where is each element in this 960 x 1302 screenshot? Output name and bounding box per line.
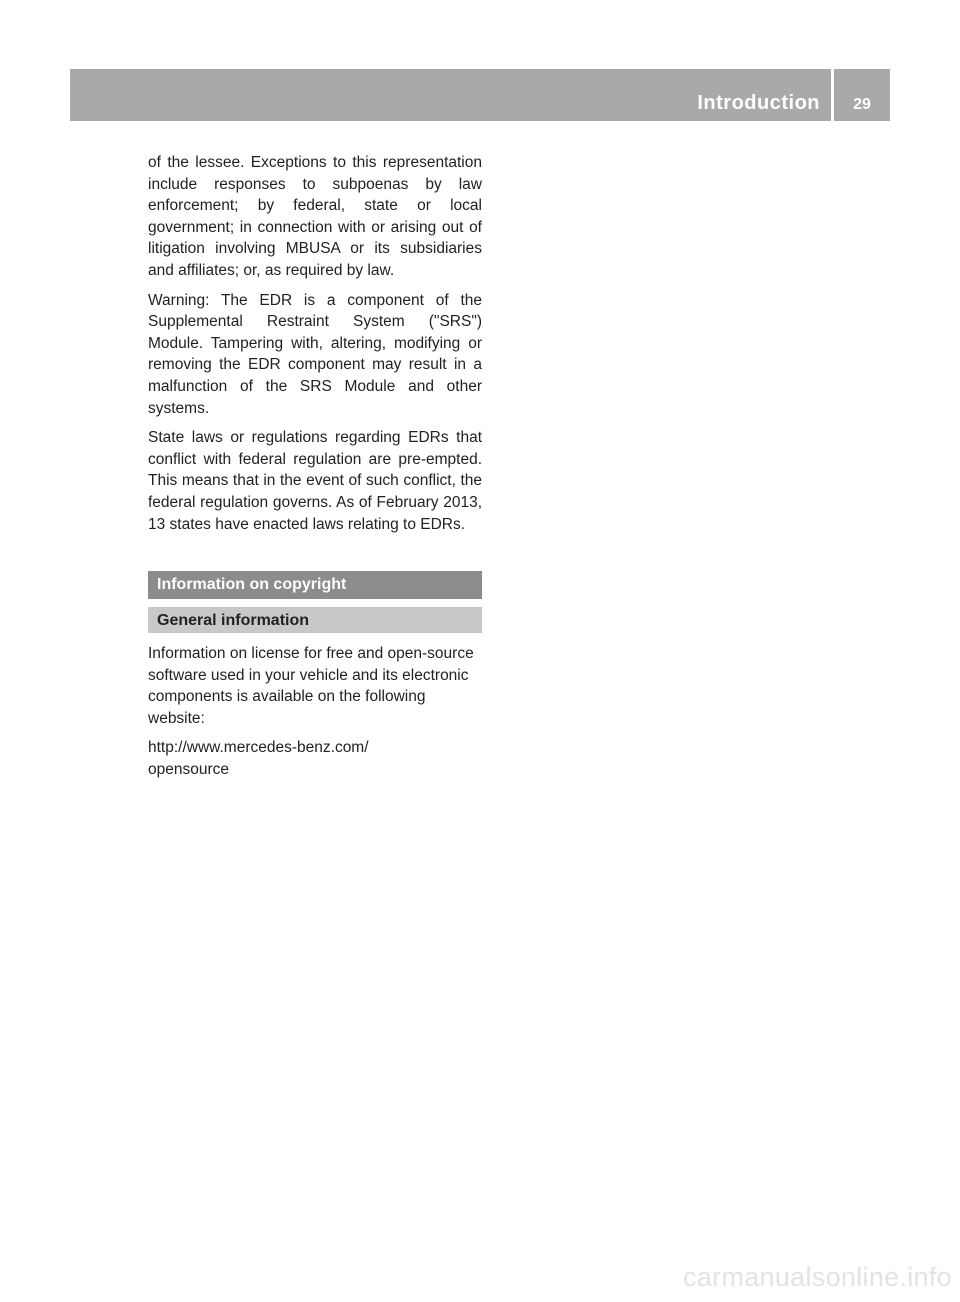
body-paragraph: of the lessee. Exceptions to this representation include responses to subpoenas by law enforcement; by federal, state or local government; in connection with or arising out of litigation involving MBUSA or its subsidiaries and affiliates; or, as required by law. — [148, 154, 482, 279]
body-paragraph: State laws or regulations regarding EDRs that conflict with federal regulation are pre-empted. This means that in the event of such conflict, the federal regulation governs. As of February 2013, 13 states have enacted laws relating to EDRs. — [148, 429, 482, 533]
page-number: 29 — [853, 96, 871, 113]
section-heading: Information on copyright — [148, 571, 482, 599]
page-header — [70, 69, 890, 121]
subsection-heading: General information — [148, 607, 482, 633]
body-paragraph: Information on license for free and open-source software used in your vehicle and its electronic components is available on the following website: — [148, 645, 474, 727]
watermark-text: carmanualsonline.info — [683, 1262, 952, 1292]
body-paragraph: Warning: The EDR is a component of the Supplemental Restraint System ("SRS") Module. Tampering with, altering, modifying or removing the EDR component may result in a malfunction of the SRS Module and other systems. — [148, 291, 482, 417]
chapter-title: Introduction — [697, 92, 820, 114]
url-text: http://www.mercedes-benz.com/ opensource — [148, 739, 369, 779]
text-column — [148, 152, 482, 789]
